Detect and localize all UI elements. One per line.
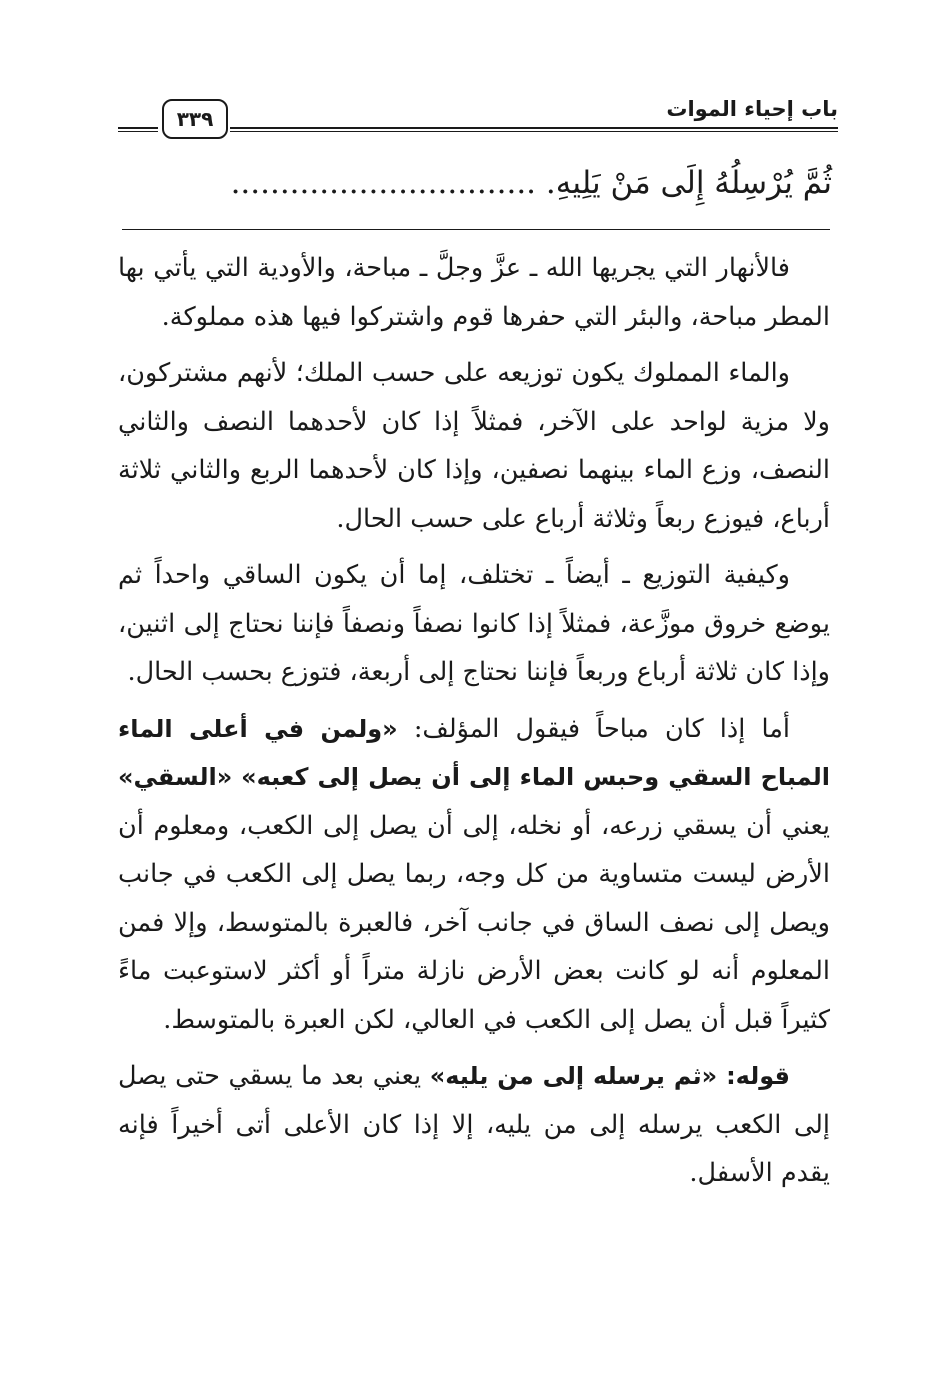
commentary-body — [118, 244, 830, 1206]
paragraph-4-explanation: يعني أن يسقي زرعه، أو نخله، إلى أن يصل إلى الكعب، ومعلوم أن الأرض ليست متساوية من كل وجه، ربما يصل إلى الكعب في جانب ويصل إلى نصف الساق في جانب آخر، فالعبرة بالمتوسط، وإلا فمن المعلوم أنه لو كانت بعض الأرض نازلة متراً أو أكثر لاستوعبت ماءً كثيراً قبل أن يصل إلى الكعب في العالي، لكن العبرة بالمتوسط. — [118, 810, 830, 1035]
verse-text: ثُمَّ يُرْسِلُهُ إِلَى مَنْ يَلِيهِ. — [545, 165, 832, 201]
page-number: ٣٣٩ — [162, 99, 228, 139]
verse-dots: ............................... — [230, 165, 537, 201]
page-header — [118, 95, 838, 145]
matn-verse — [112, 158, 832, 208]
paragraph-3: وكيفية التوزيع ـ أيضاً ـ تختلف، إما أن يكون الساقي واحداً ثم يوضع خروق موزَّعة، فمثلاً إذا كانوا نصفاً ونصفاً فإننا نحتاج إلى اثنين، وإذا كان ثلاثة أرباع وربعاً فإننا نحتاج إلى أربعة، فتوزع بحسب الحال. — [118, 560, 830, 687]
quoted-matn: «ولمن في أعلى الماء المباح السقي وحبس الماء إلى أن يصل إلى كعبه» — [118, 714, 831, 791]
quoted-term: «السقي» — [118, 763, 233, 791]
paragraph-5-explanation: يعني بعد ما يسقي حتى يصل إلى الكعب يرسله إلى من يليه، إلا إذا كان الأعلى أتى أخيراً فإنه يقدم الأسفل. — [118, 1061, 830, 1188]
paragraph-1: فالأنهار التي يجريها الله ـ عزَّ وجلَّ ـ مباحة، والأودية التي يأتي بها المطر مباحة، والبئر التي حفرها قوم واشتركوا فيها هذه مملوكة. — [118, 253, 830, 332]
header-rule-left — [118, 127, 158, 132]
header-rule-right — [230, 127, 838, 132]
chapter-title: باب إحياء الموات — [666, 97, 838, 121]
verse-divider — [122, 229, 830, 230]
quoted-saying: قوله: «ثم يرسله إلى من يليه» — [429, 1062, 790, 1090]
paragraph-2: والماء المملوك يكون توزيعه على حسب الملك؛ لأنهم مشتركون، ولا مزية لواحد على الآخر، فمثلاً إذا كان لأحدهما النصف والثاني النصف، وزع الماء بينهما نصفين، وإذا كان لأحدهما الربع والثاني ثلاثة أرباع، فيوزع ربعاً وثلاثة أرباع على حسب الحال. — [118, 358, 830, 534]
paragraph-4-intro: أما إذا كان مباحاً فيقول المؤلف: — [397, 713, 790, 744]
paragraph-4-space — [232, 762, 241, 792]
paragraph-4 — [118, 705, 830, 1045]
paragraph-5 — [118, 1052, 830, 1198]
